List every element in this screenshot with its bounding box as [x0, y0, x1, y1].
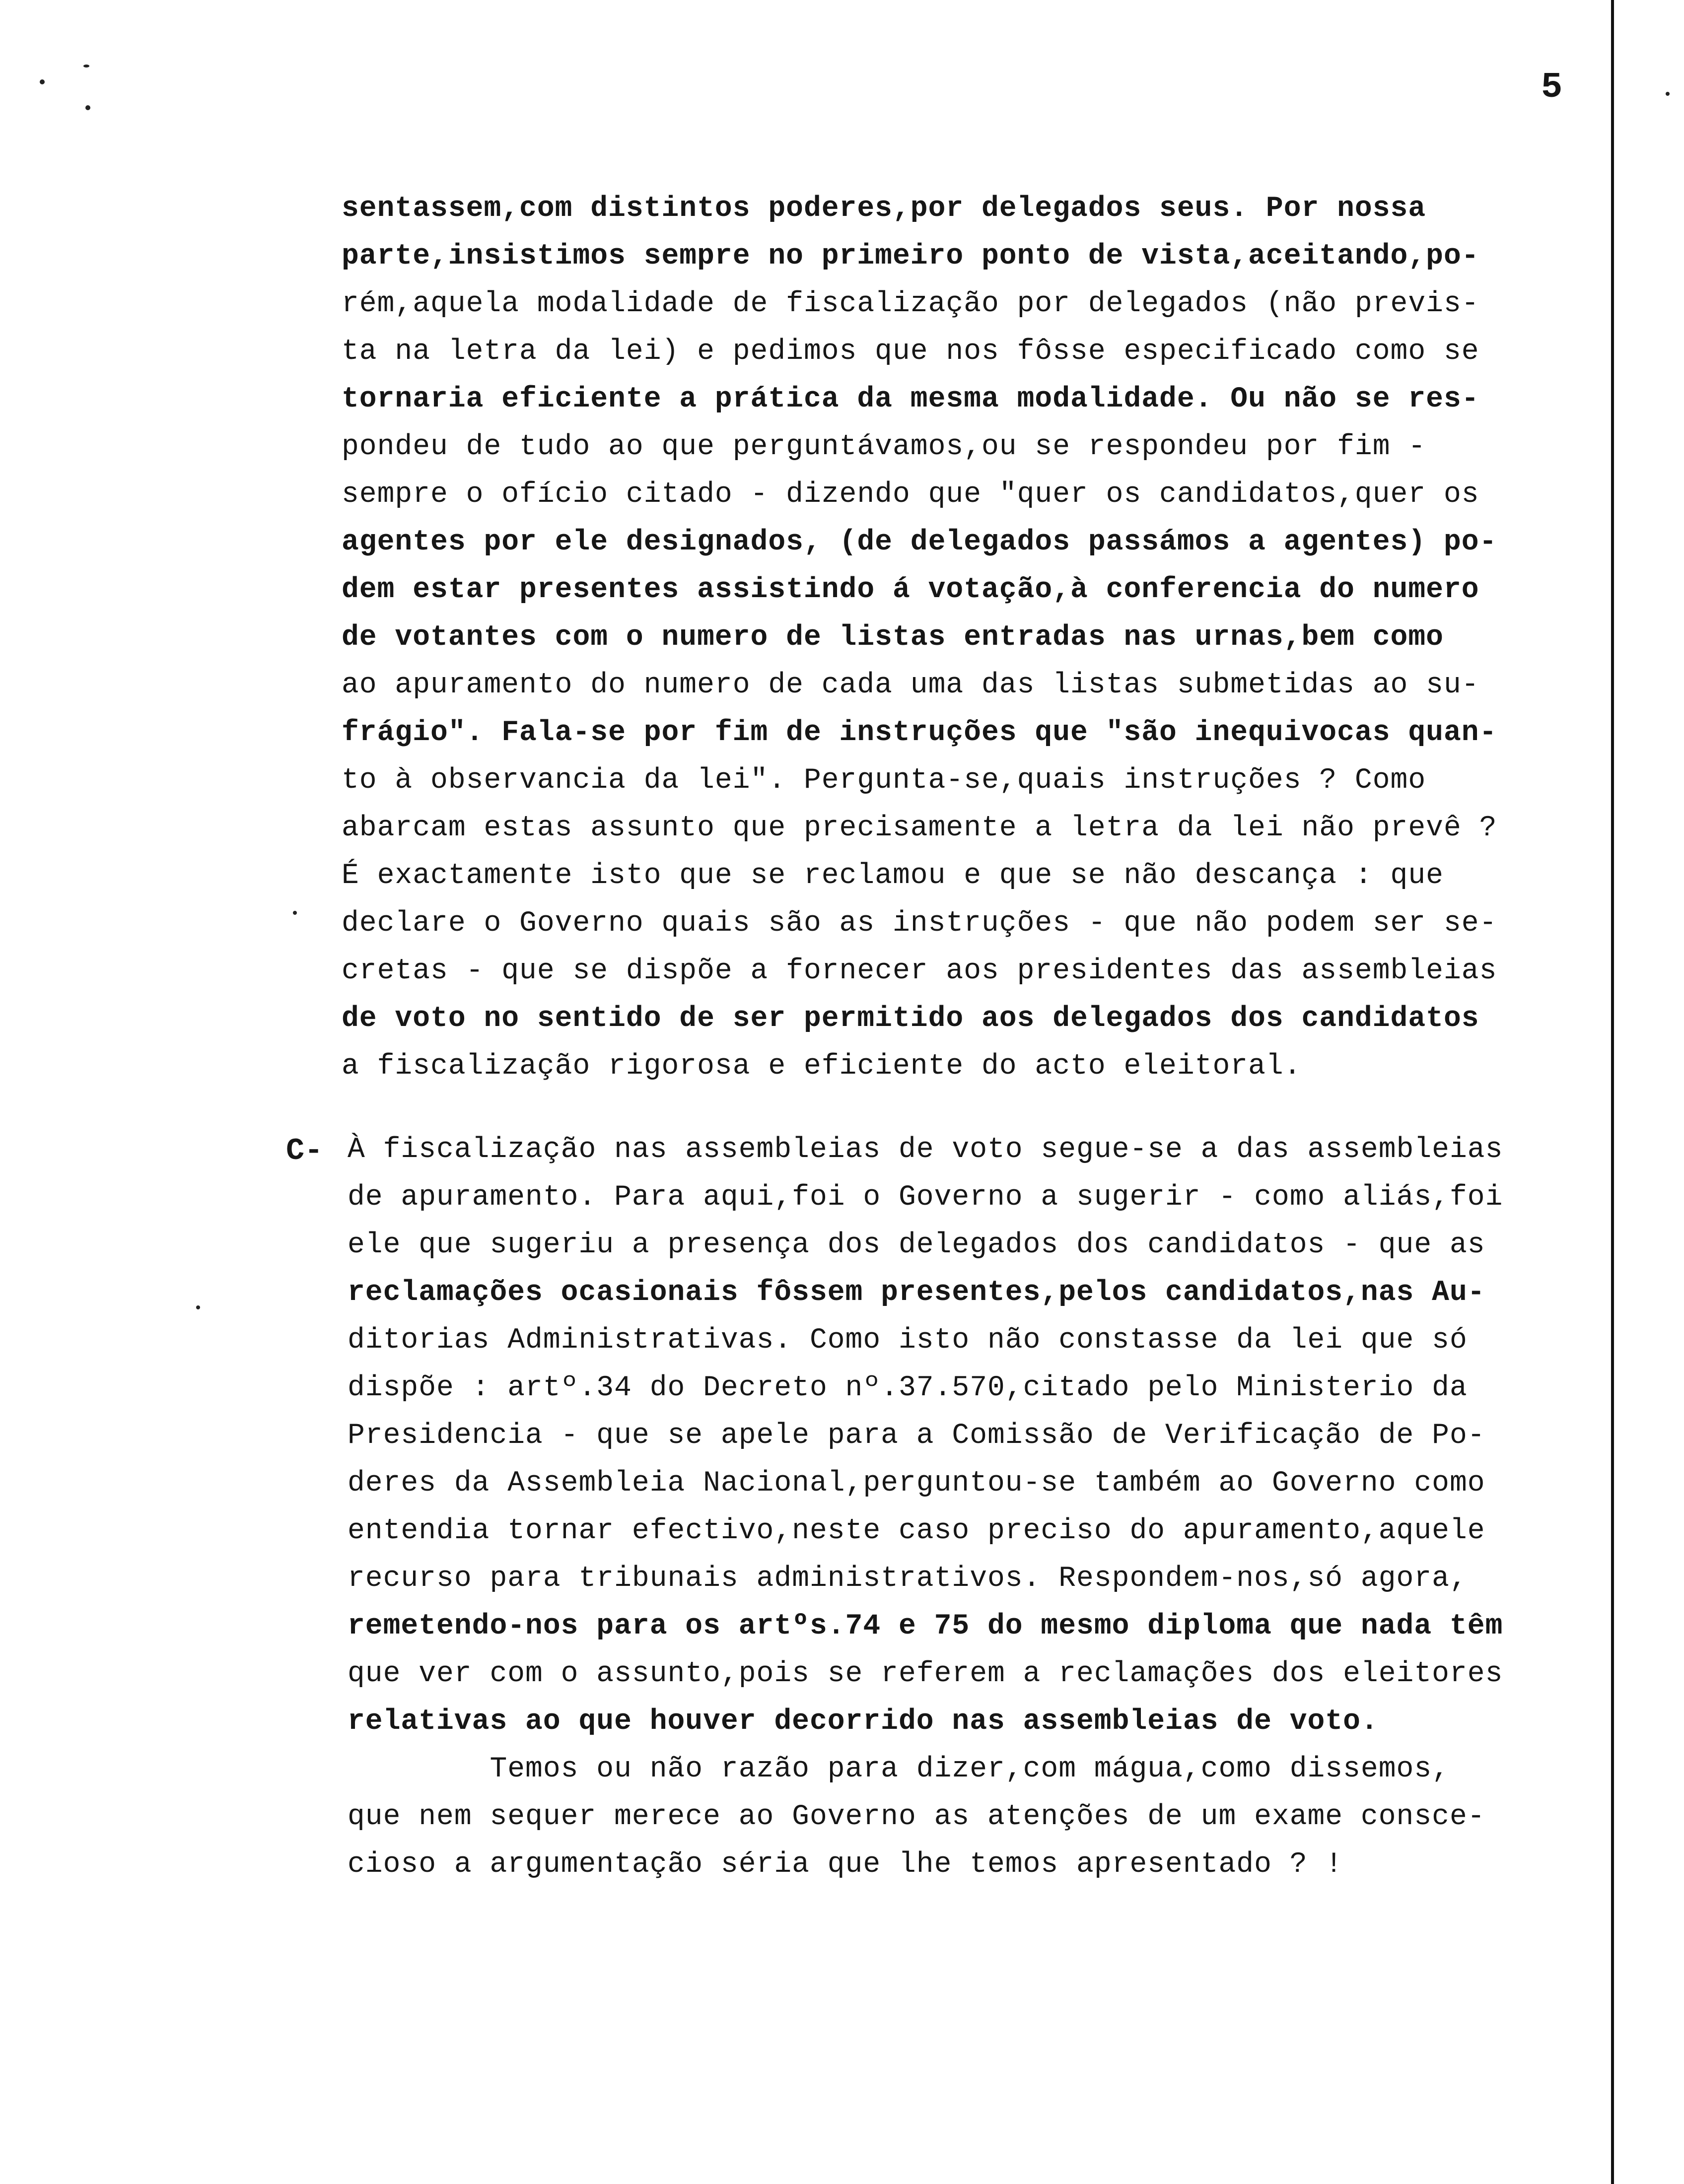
text-line: relativas ao que houver decorrido nas assembleias de voto. [348, 1706, 1379, 1738]
text-line: sempre o ofício citado - dizendo que "quer os candidatos,quer os [342, 478, 1479, 511]
text-line: recurso para tribunais administrativos. Respondem-nos,só agora, [348, 1563, 1468, 1595]
text-line: to à observancia da lei". Pergunta-se,quais instruções ? Como [342, 764, 1426, 797]
text-line: ditorias Administrativas. Como isto não constasse da lei que só [348, 1324, 1468, 1357]
text-line: a fiscalização rigorosa e eficiente do acto eleitoral. [342, 1050, 1302, 1083]
text-line: que nem sequer merece ao Governo as atenções de um exame consce- [348, 1801, 1485, 1833]
text-line: de votantes com o numero de listas entradas nas urnas,bem como [342, 621, 1444, 654]
text-line: ele que sugeriu a presença dos delegados dos candidatos - que as [348, 1229, 1485, 1261]
text-line: que ver com o assunto,pois se referem a reclamações dos eleitores [348, 1658, 1503, 1690]
text-line: dem estar presentes assistindo á votação,à conferencia do numero [342, 574, 1479, 606]
text-line: rém,aquela modalidade de fiscalização por delegados (não previs- [342, 288, 1479, 320]
scan-speck [293, 911, 297, 915]
text-line: ao apuramento do numero de cada uma das listas submetidas ao su- [342, 669, 1479, 701]
text-line: Temos ou não razão para dizer,com mágua,como dissemos, [348, 1753, 1450, 1785]
text-line: ta na letra da lei) e pedimos que nos fôsse especificado como se [342, 336, 1479, 368]
scan-speck [1666, 92, 1670, 96]
text-line: Presidencia - que se apele para a Comissão de Verificação de Po- [348, 1420, 1485, 1452]
text-line: dispõe : artº.34 do Decreto nº.37.570,citado pelo Ministerio da [348, 1372, 1468, 1404]
scan-speck [83, 65, 89, 68]
text-line: deres da Assembleia Nacional,perguntou-se também ao Governo como [348, 1467, 1485, 1500]
text-line: À fiscalização nas assembleias de voto segue-se a das assembleias [348, 1134, 1503, 1166]
text-line: tornaria eficiente a prática da mesma modalidade. Ou não se res- [342, 383, 1479, 415]
text-line: de voto no sentido de ser permitido aos delegados dos candidatos [342, 1003, 1479, 1035]
scan-speck [40, 79, 45, 84]
text-line: remetendo-nos para os artºs.74 e 75 do mesmo diploma que nada têm [348, 1610, 1503, 1642]
margin-rule [1611, 0, 1614, 2184]
text-line: de apuramento. Para aqui,foi o Governo a sugerir - como aliás,foi [348, 1181, 1503, 1214]
text-line: frágio". Fala-se por fim de instruções que "são inequivocas quan- [342, 717, 1497, 749]
scan-speck [196, 1305, 200, 1309]
text-line: reclamações ocasionais fôssem presentes,pelos candidatos,nas Au- [348, 1277, 1485, 1309]
text-line: cretas - que se dispõe a fornecer aos presidentes das assembleias [342, 955, 1497, 987]
text-line: parte,insistimos sempre no primeiro ponto de vista,aceitando,po- [342, 240, 1479, 273]
text-line: É exactamente isto que se reclamou e que se não descança : que [342, 860, 1444, 892]
page-number: 5 [1541, 67, 1563, 108]
text-line: agentes por ele designados, (de delegados passámos a agentes) po- [342, 526, 1497, 558]
text-line: entendia tornar efectivo,neste caso preciso do apuramento,aquele [348, 1515, 1485, 1547]
section-label: C- [286, 1133, 323, 1168]
text-line: declare o Governo quais são as instruções - que não podem ser se- [342, 907, 1497, 940]
text-line: abarcam estas assunto que precisamente a letra da lei não prevê ? [342, 812, 1497, 844]
text-line: pondeu de tudo ao que perguntávamos,ou se respondeu por fim - [342, 431, 1426, 463]
text-line: cioso a argumentação séria que lhe temos apresentado ? ! [348, 1848, 1343, 1881]
text-line: sentassem,com distintos poderes,por delegados seus. Por nossa [342, 193, 1426, 225]
scan-speck [85, 105, 90, 110]
